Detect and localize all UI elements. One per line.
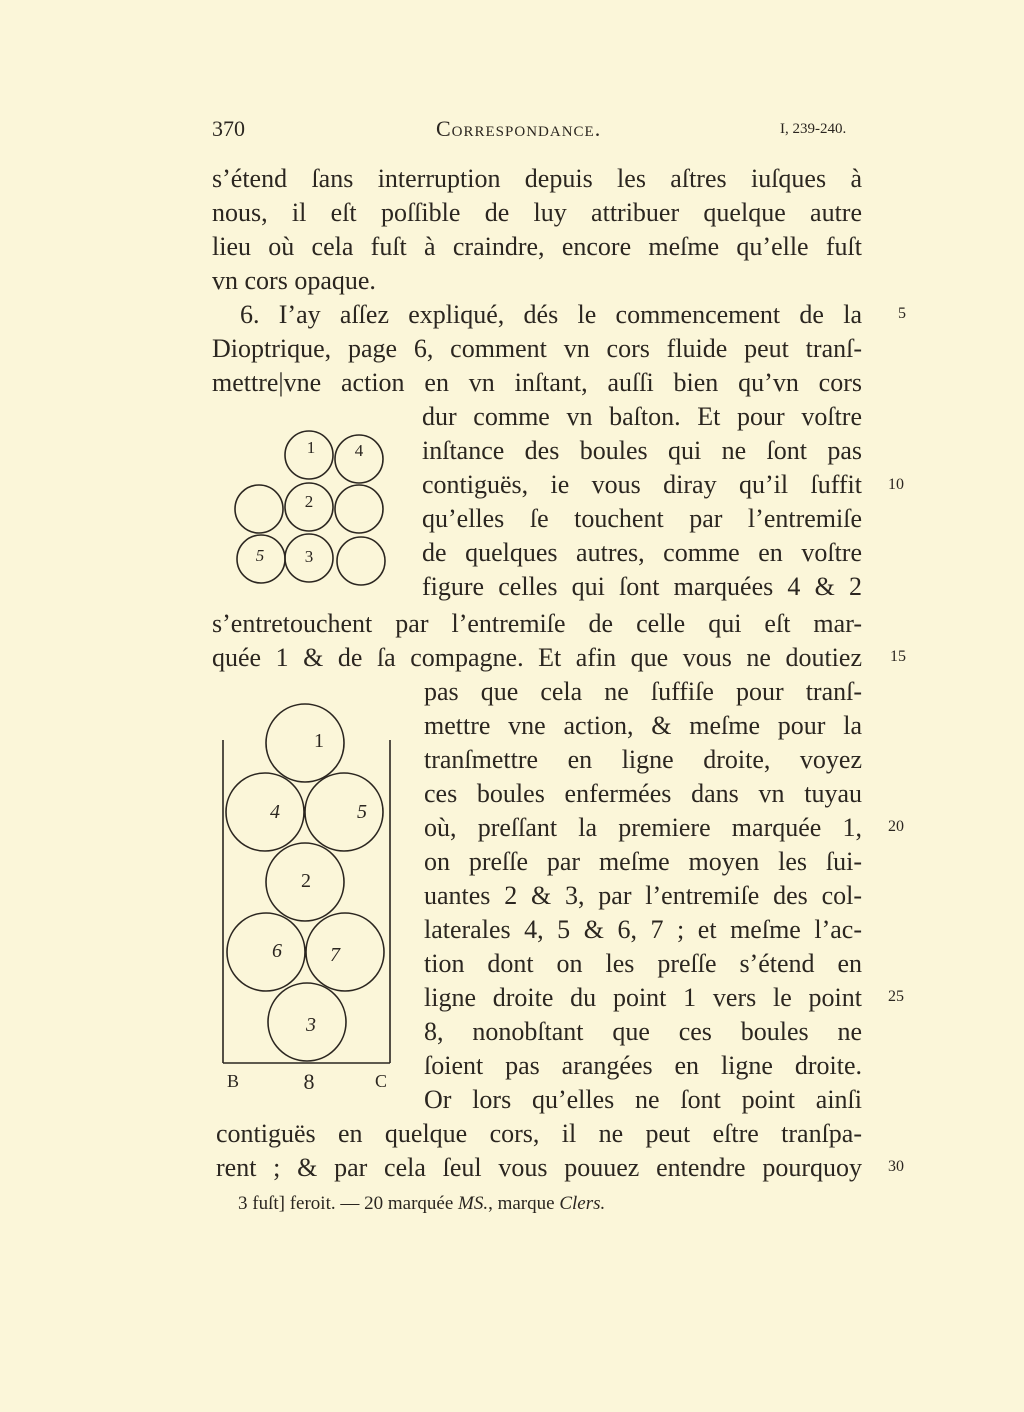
text-line: figure celles qui ſont marquées 4 & 2	[422, 572, 862, 601]
text-line: quée 1 & de ſa compagne. Et afin que vous ne doutiez	[212, 643, 862, 672]
running-title: Correspondance.	[436, 116, 602, 141]
line-number: 30	[888, 1158, 904, 1175]
page-reference: I, 239-240.	[780, 121, 847, 137]
ball-label: 5	[255, 546, 265, 565]
ball-left-middle	[235, 485, 283, 533]
footnote	[238, 1193, 605, 1215]
ball-label: 3	[306, 1014, 316, 1036]
point-label: C	[374, 1071, 388, 1091]
text-line: mettre|vne action en vn inſtant, auſſi bien qu’vn cors	[212, 368, 862, 397]
line-number: 25	[888, 988, 904, 1005]
line-number: 15	[890, 648, 906, 665]
ball-label: 1	[314, 730, 324, 752]
point-label: 8	[303, 1069, 315, 1094]
text-line: tranſmettre en ligne droite, voyez	[424, 745, 862, 774]
ball-label: 4	[270, 801, 280, 823]
ball-7	[306, 913, 384, 991]
text-line: mettre vne action, & meſme pour la	[424, 711, 862, 740]
ball-5	[305, 773, 383, 851]
ball-label: 4	[354, 441, 364, 460]
text-line: ces boules enfermées dans vn tuyau	[424, 779, 862, 808]
text-line: on preſſe par meſme moyen les ſui-	[424, 847, 862, 876]
text-line: dur comme vn baſton. Et pour voſtre	[422, 402, 862, 431]
tube-figure	[215, 695, 405, 1095]
ball-label: 2	[304, 492, 314, 511]
footnote-clers: Clers.	[559, 1193, 606, 1214]
text-line: 6. I’ay aſſez expliqué, dés le commencement de la	[240, 300, 862, 329]
text-line: où, preſſant la premiere marquée 1,	[424, 813, 862, 842]
text-line: uantes 2 & 3, par l’entremiſe des col-	[424, 881, 862, 910]
text-line: ligne droite du point 1 vers le point	[424, 983, 862, 1012]
ball-1	[266, 704, 344, 782]
ball-6	[227, 913, 305, 991]
text-line: tion dont on les preſſe s’étend en	[424, 949, 862, 978]
ball-label: 3	[304, 547, 314, 566]
ball-bottom-right	[337, 537, 385, 585]
footnote-text: 3 fuſt] feroit. — 20 marquée	[238, 1193, 459, 1214]
text-line: qu’elles ſe touchent par l’entremiſe	[422, 504, 862, 533]
text-line: laterales 4, 5 & 6, 7 ; et meſme l’ac-	[424, 915, 862, 944]
ball-label: 7	[330, 944, 340, 966]
text-line: vn cors opaque.	[212, 266, 376, 295]
page-number: 370	[212, 116, 245, 141]
text-line: s’étend ſans interruption depuis les aſtres iuſques à	[212, 164, 862, 193]
ball-label: 2	[301, 870, 311, 892]
text-line: 8, nonobſtant que ces boules ne	[424, 1017, 862, 1046]
text-line: rent ; & par cela ſeul vous pouuez entendre pourquoy	[216, 1153, 862, 1182]
text-line: Or lors qu’elles ne ſont point ainſi	[424, 1085, 862, 1114]
text-line: Dioptrique, page 6, comment vn cors fluide peut tranſ-	[212, 334, 862, 363]
footnote-ms: MS.	[458, 1193, 489, 1214]
text-line: lieu où cela fuſt à craindre, encore meſme qu’elle fuſt	[212, 232, 862, 261]
point-label: B	[226, 1071, 240, 1091]
line-number: 20	[888, 818, 904, 835]
ball-4	[226, 773, 304, 851]
text-line: nous, il eſt poſſible de luy attribuer quelque autre	[212, 198, 862, 227]
ball-cluster-figure	[225, 425, 395, 595]
ball-label: 1	[306, 438, 316, 457]
text-line: contiguës, ie vous diray qu’il ſuffit	[422, 470, 862, 499]
footnote-text: , marque	[488, 1193, 560, 1214]
text-line: pas que cela ne ſuffiſe pour tranſ-	[424, 677, 862, 706]
text-line: ſoient pas arangées en ligne droite.	[424, 1051, 862, 1080]
text-line: inſtance des boules qui ne ſont pas	[422, 436, 862, 465]
line-number: 5	[898, 305, 906, 322]
line-number: 10	[888, 476, 904, 493]
ball-right-middle	[335, 485, 383, 533]
ball-label: 6	[272, 940, 282, 962]
text-line: contiguës en quelque cors, il ne peut eſtre tranſpa-	[216, 1119, 862, 1148]
text-line: s’entretouchent par l’entremiſe de celle qui eſt mar-	[212, 609, 862, 638]
text-line: de quelques autres, comme en voſtre	[422, 538, 862, 567]
ball-label: 5	[357, 801, 367, 823]
